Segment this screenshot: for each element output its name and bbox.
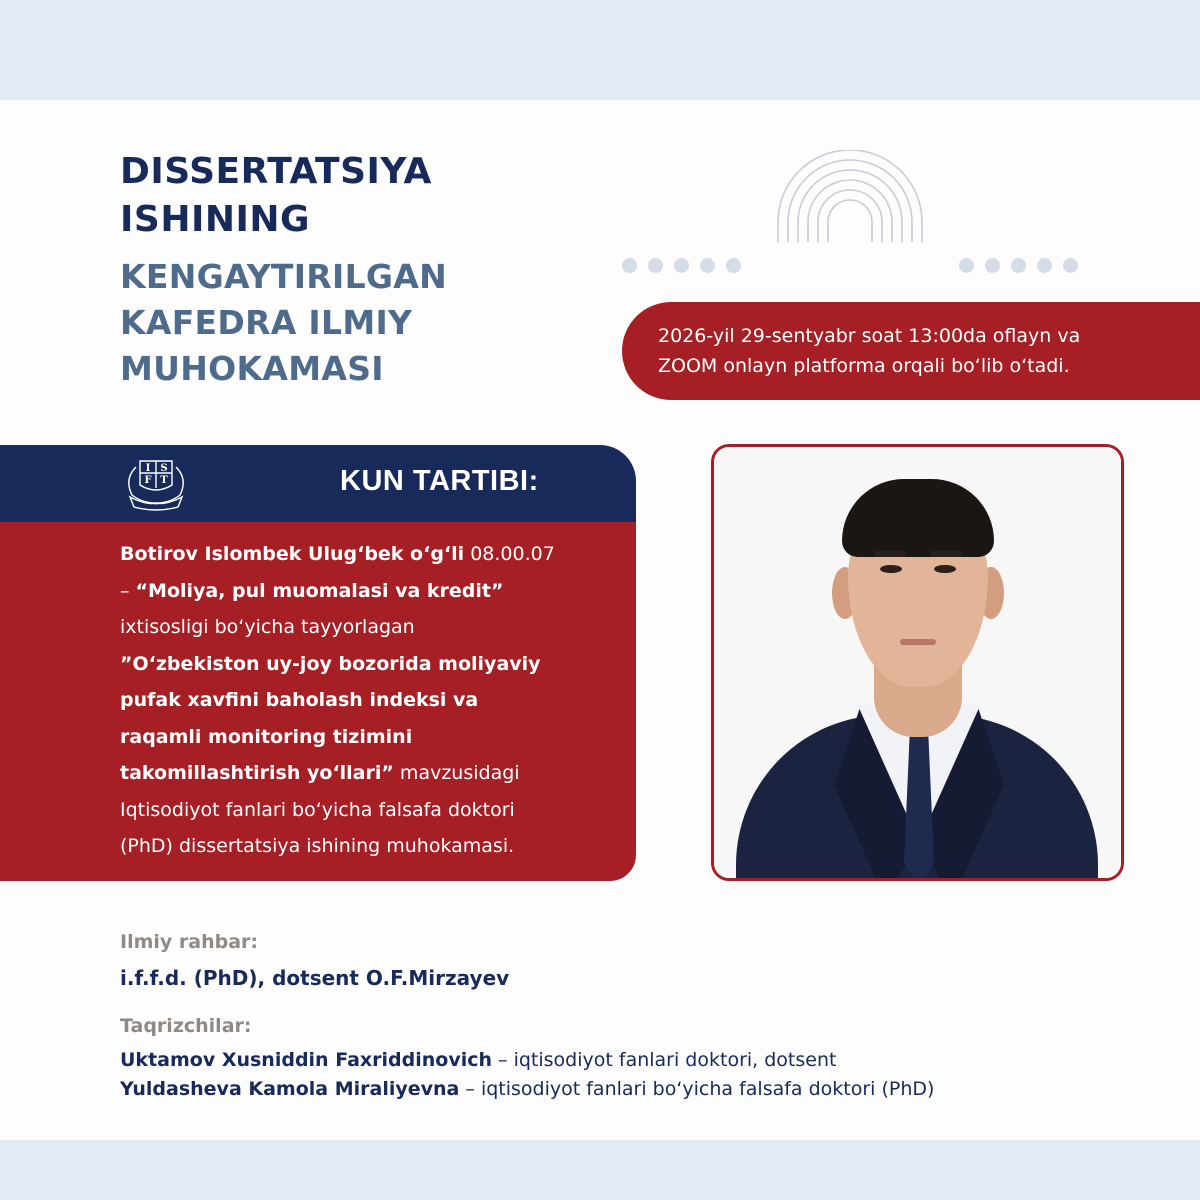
- advisor-label: Ilmiy rahbar:: [120, 931, 259, 953]
- dot-icon: [622, 258, 637, 273]
- emblem-letter: S: [160, 463, 168, 474]
- agenda-line: [120, 573, 616, 610]
- reviewer-desc: – iqtisodiyot fanlari boʻyicha falsafa doktori (PhD): [459, 1078, 935, 1100]
- reviewers-label: Taqrizchilar:: [120, 1015, 252, 1037]
- reviewer-name: Uktamov Xusniddin Faxriddinovich: [120, 1049, 493, 1071]
- reviewer-item: [120, 1078, 934, 1100]
- photo-brow-right: [930, 551, 962, 557]
- arch-decoration-icon: [775, 150, 925, 242]
- agenda-line: Iqtisodiyot fanlari boʻyicha falsafa doktori: [120, 798, 515, 821]
- dash: –: [120, 579, 136, 602]
- photo-mouth: [900, 639, 936, 645]
- emblem-caption: INSTITUTI: [140, 504, 172, 510]
- dot-icon: [648, 258, 663, 273]
- event-line: ZOOM onlayn platforma orqali boʻlib oʻtadi.: [658, 355, 1070, 377]
- event-date-banner: [622, 302, 1200, 400]
- agenda-line: [120, 646, 616, 683]
- agenda-line: [120, 682, 616, 719]
- specialty-name: “Moliya, pul muomalasi va kredit”: [135, 579, 504, 602]
- title-line: KAFEDRA ILMIY: [120, 303, 413, 342]
- title-line: MUHOKAMASI: [120, 349, 384, 388]
- topic-text: pufak xavfini baholash indeksi va: [120, 689, 479, 711]
- agenda-line: [120, 719, 616, 756]
- title-line: DISSERTATSIYA: [120, 151, 432, 192]
- reviewer-item: [120, 1049, 836, 1071]
- specialty-code: 08.00.07: [464, 543, 555, 565]
- dot-row-right: [959, 258, 1078, 273]
- dot-icon: [1063, 258, 1078, 273]
- dot-icon: [1011, 258, 1026, 273]
- emblem-letter: I: [145, 463, 151, 474]
- dot-icon: [959, 258, 974, 273]
- bottom-band: [0, 1140, 1200, 1200]
- topic-text: ”Oʻzbekiston uy-joy bozorida moliyaviy: [120, 652, 541, 675]
- advisor-value: i.f.f.d. (PhD), dotsent O.F.Mirzayev: [120, 966, 510, 990]
- agenda-line: [120, 755, 616, 792]
- agenda-body: [0, 522, 636, 881]
- photo-eye-right: [934, 565, 956, 573]
- dot-icon: [985, 258, 1000, 273]
- dot-icon: [700, 258, 715, 273]
- topic-suffix: mavzusidagi: [393, 762, 520, 784]
- title-primary: [120, 148, 432, 244]
- reviewer-name: Yuldasheva Kamola Miraliyevna: [120, 1078, 460, 1100]
- dot-row-left: [622, 258, 741, 273]
- title-secondary: [120, 254, 447, 392]
- dot-icon: [674, 258, 689, 273]
- dot-icon: [1037, 258, 1052, 273]
- reviewer-desc: – iqtisodiyot fanlari doktori, dotsent: [492, 1049, 837, 1071]
- agenda-header: [0, 445, 636, 522]
- institute-emblem-icon: [116, 455, 196, 513]
- topic-text: takomillashtirish yoʻllari”: [120, 762, 394, 784]
- photo-brow-left: [874, 551, 906, 557]
- agenda-line: (PhD) dissertatsiya ishining muhokamasi.: [120, 835, 515, 857]
- dot-icon: [726, 258, 741, 273]
- event-line: 2026-yil 29-sentyabr soat 13:00da oflayn va: [658, 325, 1081, 347]
- emblem-letter: F: [144, 475, 152, 486]
- emblem-letter: T: [160, 475, 168, 486]
- agenda-title: KUN TARTIBI:: [340, 465, 539, 497]
- agenda-line: ixtisosligi boʻyicha tayyorlagan: [120, 616, 415, 638]
- title-line: KENGAYTIRILGAN: [120, 257, 448, 296]
- topic-text: raqamli monitoring tizimini: [120, 725, 413, 748]
- title-line: ISHINING: [120, 199, 311, 240]
- photo-eye-left: [880, 565, 902, 573]
- candidate-name: Botirov Islombek Ulugʻbek oʻgʻli: [120, 543, 465, 565]
- agenda-line: [120, 536, 616, 573]
- candidate-photo: [711, 444, 1124, 881]
